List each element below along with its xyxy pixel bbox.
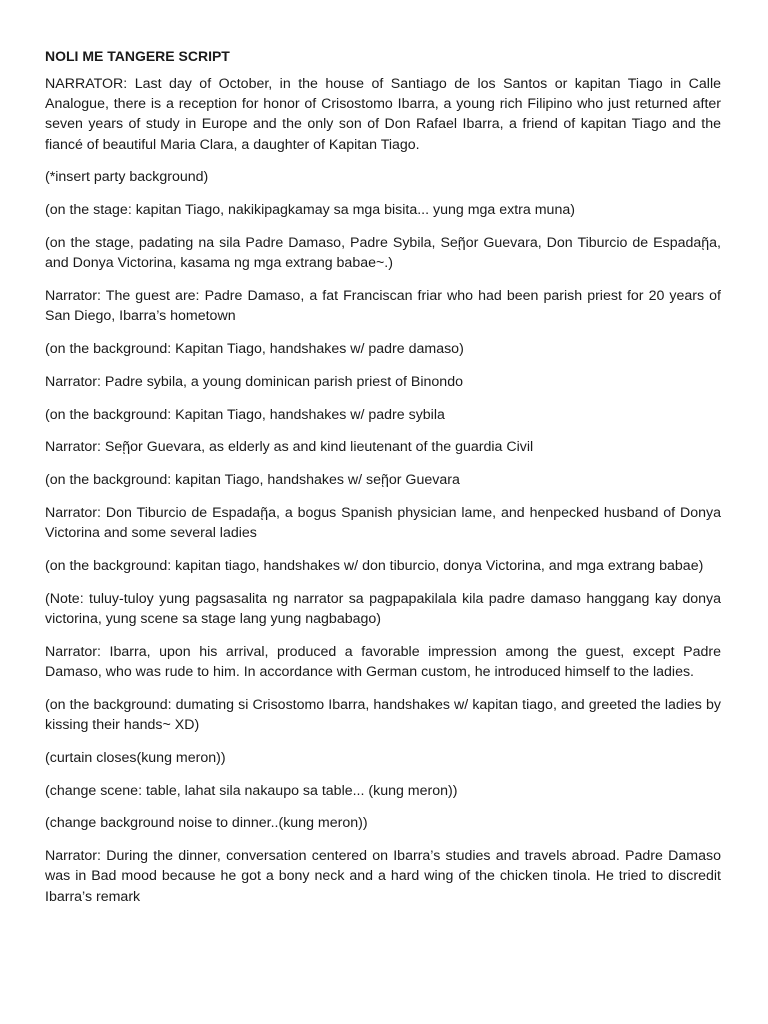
stage-direction: (*insert party background) <box>45 169 209 186</box>
stage-direction: (change scene: table, lahat sila nakaupo sa table... (kung meron)) <box>45 782 458 799</box>
narration-paragraph: Narrator: Seῇor Guevara, as elderly as and kind lieutenant of the guardia Civil <box>45 439 534 456</box>
narration-paragraph: Narrator: During the dinner, conversation centered on Ibarra’s studies and travels abroad. Padre Damaso was in Bad mood because he got a bony neck and a hard wing of the chicken tinola. He tried to discredit Ibarra’s remark <box>45 848 721 905</box>
document-title: NOLI ME TANGERE SCRIPT <box>45 48 230 64</box>
stage-direction: (on the background: kapitan Tiago, handshakes w/ seῇor Guevara <box>45 472 460 489</box>
document-page <box>45 46 721 919</box>
stage-direction: (on the background: dumating si Crisostomo Ibarra, handshakes w/ kapitan tiago, and greeted the ladies by kissing their hands~ XD) <box>45 696 721 733</box>
stage-direction: (on the background: kapitan tiago, handshakes w/ don tiburcio, donya Victorina, and mga extrang babae) <box>45 557 704 574</box>
note-paragraph: (Note: tuluy-tuloy yung pagsasalita ng narrator sa pagpapakilala kila padre damaso hanggang kay donya victorina, yung scene sa stage lang yung nagbabago) <box>45 590 721 627</box>
stage-direction: (on the stage: kapitan Tiago, nakikipagkamay sa mga bisita... yung mga extra muna) <box>45 202 575 219</box>
stage-direction: (on the stage, padating na sila Padre Damaso, Padre Sybila, Seῇor Guevara, Don Tiburcio de Espadaῇa, and Donya Victorina, kasama ng mga extrang babae~.) <box>45 235 721 272</box>
narration-paragraph: NARRATOR: Last day of October, in the house of Santiago de los Santos or kapitan Tiago in Calle Analogue, there is a reception for honor of Crisostomo Ibarra, a young rich Filipino who just returned after seven years of study in Europe and the only son of Don Rafael Ibarra, a friend of kapitan Tiago and the fiancé of beautiful Maria Clara, a daughter of Kapitan Tiago. <box>45 76 721 153</box>
stage-direction: (on the background: Kapitan Tiago, handshakes w/ padre sybila <box>45 406 445 423</box>
narration-paragraph: Narrator: Don Tiburcio de Espadaῇa, a bogus Spanish physician lame, and henpecked husband of Donya Victorina and some several ladies <box>45 504 721 542</box>
stage-direction: (change background noise to dinner..(kung meron)) <box>45 815 368 832</box>
stage-direction: (on the background: Kapitan Tiago, handshakes w/ padre damaso) <box>45 341 464 357</box>
stage-direction: (curtain closes(kung meron)) <box>45 749 226 766</box>
narration-paragraph: Narrator: Padre sybila, a young dominican parish priest of Binondo <box>45 373 463 390</box>
narration-paragraph: Narrator: Ibarra, upon his arrival, produced a favorable impression among the guest, except Padre Damaso, who was rude to him. In accordance with German custom, he introduced himself to the ladies. <box>45 643 721 680</box>
narration-paragraph: Narrator: The guest are: Padre Damaso, a fat Franciscan friar who had been parish priest for 20 years of San Diego, Ibarra’s hometown <box>45 288 721 325</box>
